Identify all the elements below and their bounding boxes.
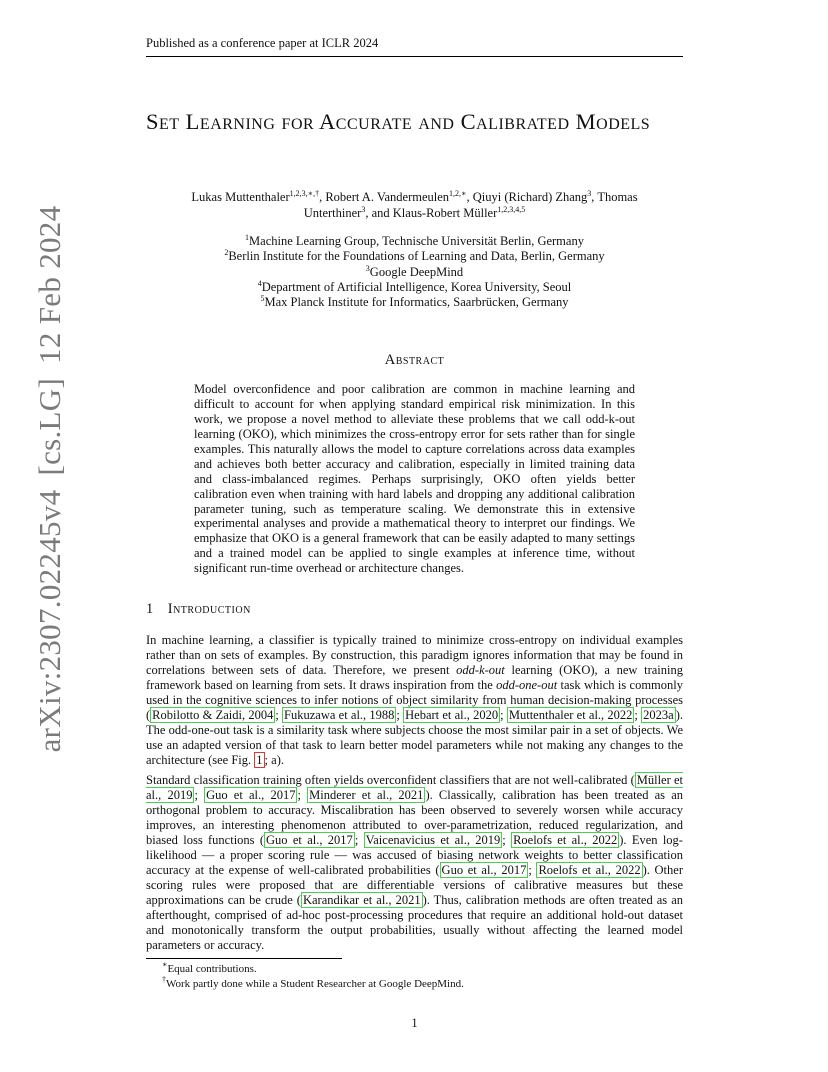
affiliation bbox=[146, 265, 683, 280]
figure-ref-link[interactable]: 1 bbox=[256, 752, 263, 767]
author-affil-marks: 3 bbox=[587, 189, 592, 198]
citation-link[interactable]: Muttenthaler et al., 2022 bbox=[508, 707, 633, 722]
separator: ; bbox=[275, 707, 283, 722]
separator: ; bbox=[297, 788, 308, 803]
emphasis: odd-k-out bbox=[456, 662, 505, 677]
author-name: Unterthiner bbox=[303, 205, 362, 220]
author-name: , Robert A. Vandermeulen bbox=[319, 190, 450, 204]
author-name: , Thomas bbox=[591, 190, 638, 204]
affiliation bbox=[146, 249, 683, 264]
author-line-2 bbox=[146, 206, 683, 222]
footnote-text: Equal contributions. bbox=[167, 963, 257, 975]
citation-link[interactable]: Guo et al., 2017 bbox=[441, 863, 527, 878]
affil-text: Max Planck Institute for Informatics, Saarbrücken, Germany bbox=[264, 295, 569, 309]
paragraph bbox=[146, 633, 683, 767]
section-title: Introduction bbox=[167, 601, 251, 617]
arxiv-id: arXiv:2307.02245v4 bbox=[32, 489, 67, 753]
citation-link[interactable]: Karandikar et al., 2021 bbox=[302, 892, 421, 907]
text-run: Standard classification training often yields overconfident classifiers that are not well-calibrated ( bbox=[146, 773, 635, 788]
citation-link[interactable]: 2023a bbox=[643, 707, 674, 722]
running-header: Published as a conference paper at ICLR 2024 bbox=[146, 36, 683, 57]
footnote bbox=[162, 977, 682, 992]
affiliation bbox=[146, 234, 683, 249]
author-list bbox=[146, 190, 683, 221]
citation-link[interactable]: Roelofs et al., 2022 bbox=[513, 833, 618, 848]
citation-link[interactable]: Müller et al., 2019 bbox=[146, 773, 683, 803]
footnote-divider bbox=[146, 958, 342, 959]
affil-number: 3 bbox=[365, 263, 370, 273]
footnote-mark: ∗ bbox=[162, 960, 168, 969]
citation-link[interactable]: Fukuzawa et al., 1988 bbox=[284, 707, 395, 722]
text-run: ; a). bbox=[264, 752, 284, 767]
arxiv-date: 12 Feb 2024 bbox=[32, 205, 67, 364]
citation-link[interactable]: Minderer et al., 2021 bbox=[309, 788, 424, 803]
emphasis: odd-one-out bbox=[496, 677, 558, 692]
citation-link[interactable]: Vaicenavicius et al., 2019 bbox=[365, 833, 501, 848]
footnote-mark: † bbox=[162, 975, 166, 985]
separator: ; bbox=[634, 707, 642, 722]
author-name: , Qiuyi (Richard) Zhang bbox=[466, 190, 588, 204]
separator: ; bbox=[396, 707, 404, 722]
text-run: learning (OKO), a new training framework based on learning from sets. It draws inspiration from the bbox=[146, 662, 683, 692]
citation-link[interactable]: Guo et al., 2017 bbox=[266, 833, 353, 848]
citation-link[interactable]: Roelofs et al., 2022 bbox=[538, 863, 641, 878]
abstract-text: Model overconfidence and poor calibration are common in machine learning and difficult to account for when applying standard empirical risk minimization. In this work, we propose a novel method to alleviate these problems that we call odd-k-out learning (OKO), which minimizes the cross-entropy error for sets rather than for single examples. This naturally allows the model to capture correlations across data examples and achieves both better accuracy and calibration, especially in limited training data and class-imbalanced regimes. Perhaps surprisingly, OKO often yields better calibration even when training with hard labels and dropping any additional calibration parameter tuning, such as temperature scaling. We demonstrate this in extensive experimental analyses and provide a mathematical theory to interpret our findings. We emphasize that OKO is a general framework that can be easily adapted to many settings and a trained model can be applied to single examples at inference time, without significant run-time overhead or architecture changes. bbox=[194, 382, 635, 576]
page-number: 1 bbox=[411, 1016, 418, 1030]
footnotes bbox=[162, 962, 682, 993]
affil-text: Department of Artificial Intelligence, Korea University, Seoul bbox=[261, 279, 572, 294]
paper-title: Set Learning for Accurate and Calibrated Models bbox=[146, 109, 651, 134]
footnote bbox=[162, 962, 682, 977]
affiliation bbox=[146, 295, 683, 310]
text-run: ). Classically, calibration has been treated as an orthogonal problem to accuracy. Miscalibration has been observed to severely worsen while accuracy improves, an interesting phenomenon attributed to over-parametrization, reduced regularization, and biased loss functions ( bbox=[146, 788, 684, 848]
author-name: , and Klaus-Robert Müller bbox=[365, 205, 498, 220]
text-run: task which is commonly used in the cognitive sciences to infer notions of object similarity from human decision-making processes ( bbox=[146, 677, 683, 722]
affil-text: Berlin Institute for the Foundations of Learning and Data, Berlin, Germany bbox=[228, 249, 605, 264]
text-run: ). Other scoring rules were proposed that are differentiable versions of calibrative measures but these approximations can be crude ( bbox=[146, 863, 683, 907]
author-line-1 bbox=[146, 190, 683, 206]
author-affil-marks: 3 bbox=[361, 204, 366, 214]
paragraph bbox=[146, 773, 683, 952]
arxiv-category: [cs.LG] bbox=[32, 377, 67, 476]
author-name: Lukas Muttenthaler bbox=[191, 190, 290, 204]
affil-number: 4 bbox=[257, 278, 262, 288]
text-run: ). Thus, calibration methods are often treated as an afterthought, comprised of ad-hoc post-processing procedures that require an additional hold-out dataset and monotonically transform the output probabilities, usually without affecting the learned model parameters or accuracy. bbox=[146, 892, 683, 952]
author-affil-marks: 1,2,3,4,5 bbox=[497, 204, 526, 214]
author-affil-marks: 1,2,3,∗,† bbox=[289, 189, 320, 198]
separator: ; bbox=[528, 863, 537, 878]
citation-link[interactable]: Robilotto & Zaidi, 2004 bbox=[152, 707, 274, 722]
text-run: ). Even log-likelihood — a proper scoring rule — was accused of biasing network weights to better classification accuracy at the expense of well-calibrated probabilities ( bbox=[146, 833, 683, 878]
affiliation bbox=[146, 280, 683, 295]
affiliation-list bbox=[146, 234, 683, 310]
affil-text: Google DeepMind bbox=[369, 264, 464, 279]
separator: ; bbox=[500, 707, 507, 722]
citation-link[interactable]: Guo et al., 2017 bbox=[206, 788, 296, 803]
separator: ; bbox=[502, 833, 512, 848]
affil-number: 1 bbox=[245, 233, 250, 242]
text-run: In machine learning, a classifier is typically trained to minimize cross-entropy on individual examples rather than on sets of examples. By construction, this paradigm ignores information that may be found in correlations between sets of data. Therefore, we present bbox=[146, 633, 683, 677]
section-number: 1 bbox=[146, 601, 154, 617]
intro-body bbox=[146, 633, 683, 959]
abstract-heading: Abstract bbox=[384, 352, 445, 368]
affil-number: 5 bbox=[260, 294, 265, 303]
author-affil-marks: 1,2,∗ bbox=[449, 189, 467, 198]
affil-number: 2 bbox=[224, 248, 229, 258]
text-run: ). The odd-one-out task is a similarity task where subjects choose the most similar pair in a set of objects. We use an adapted version of that task to learn better model parameters while not making any changes to the architecture (see Fig. bbox=[146, 707, 683, 767]
section-heading bbox=[146, 601, 683, 618]
footnote-text: Work partly done while a Student Researcher at Google DeepMind. bbox=[166, 978, 464, 991]
separator: ; bbox=[354, 833, 364, 848]
arxiv-stamp bbox=[32, 192, 68, 753]
citation-link[interactable]: Hebart et al., 2020 bbox=[405, 707, 499, 722]
separator: ; bbox=[194, 788, 205, 803]
affil-text: Machine Learning Group, Technische Universität Berlin, Germany bbox=[249, 234, 584, 248]
